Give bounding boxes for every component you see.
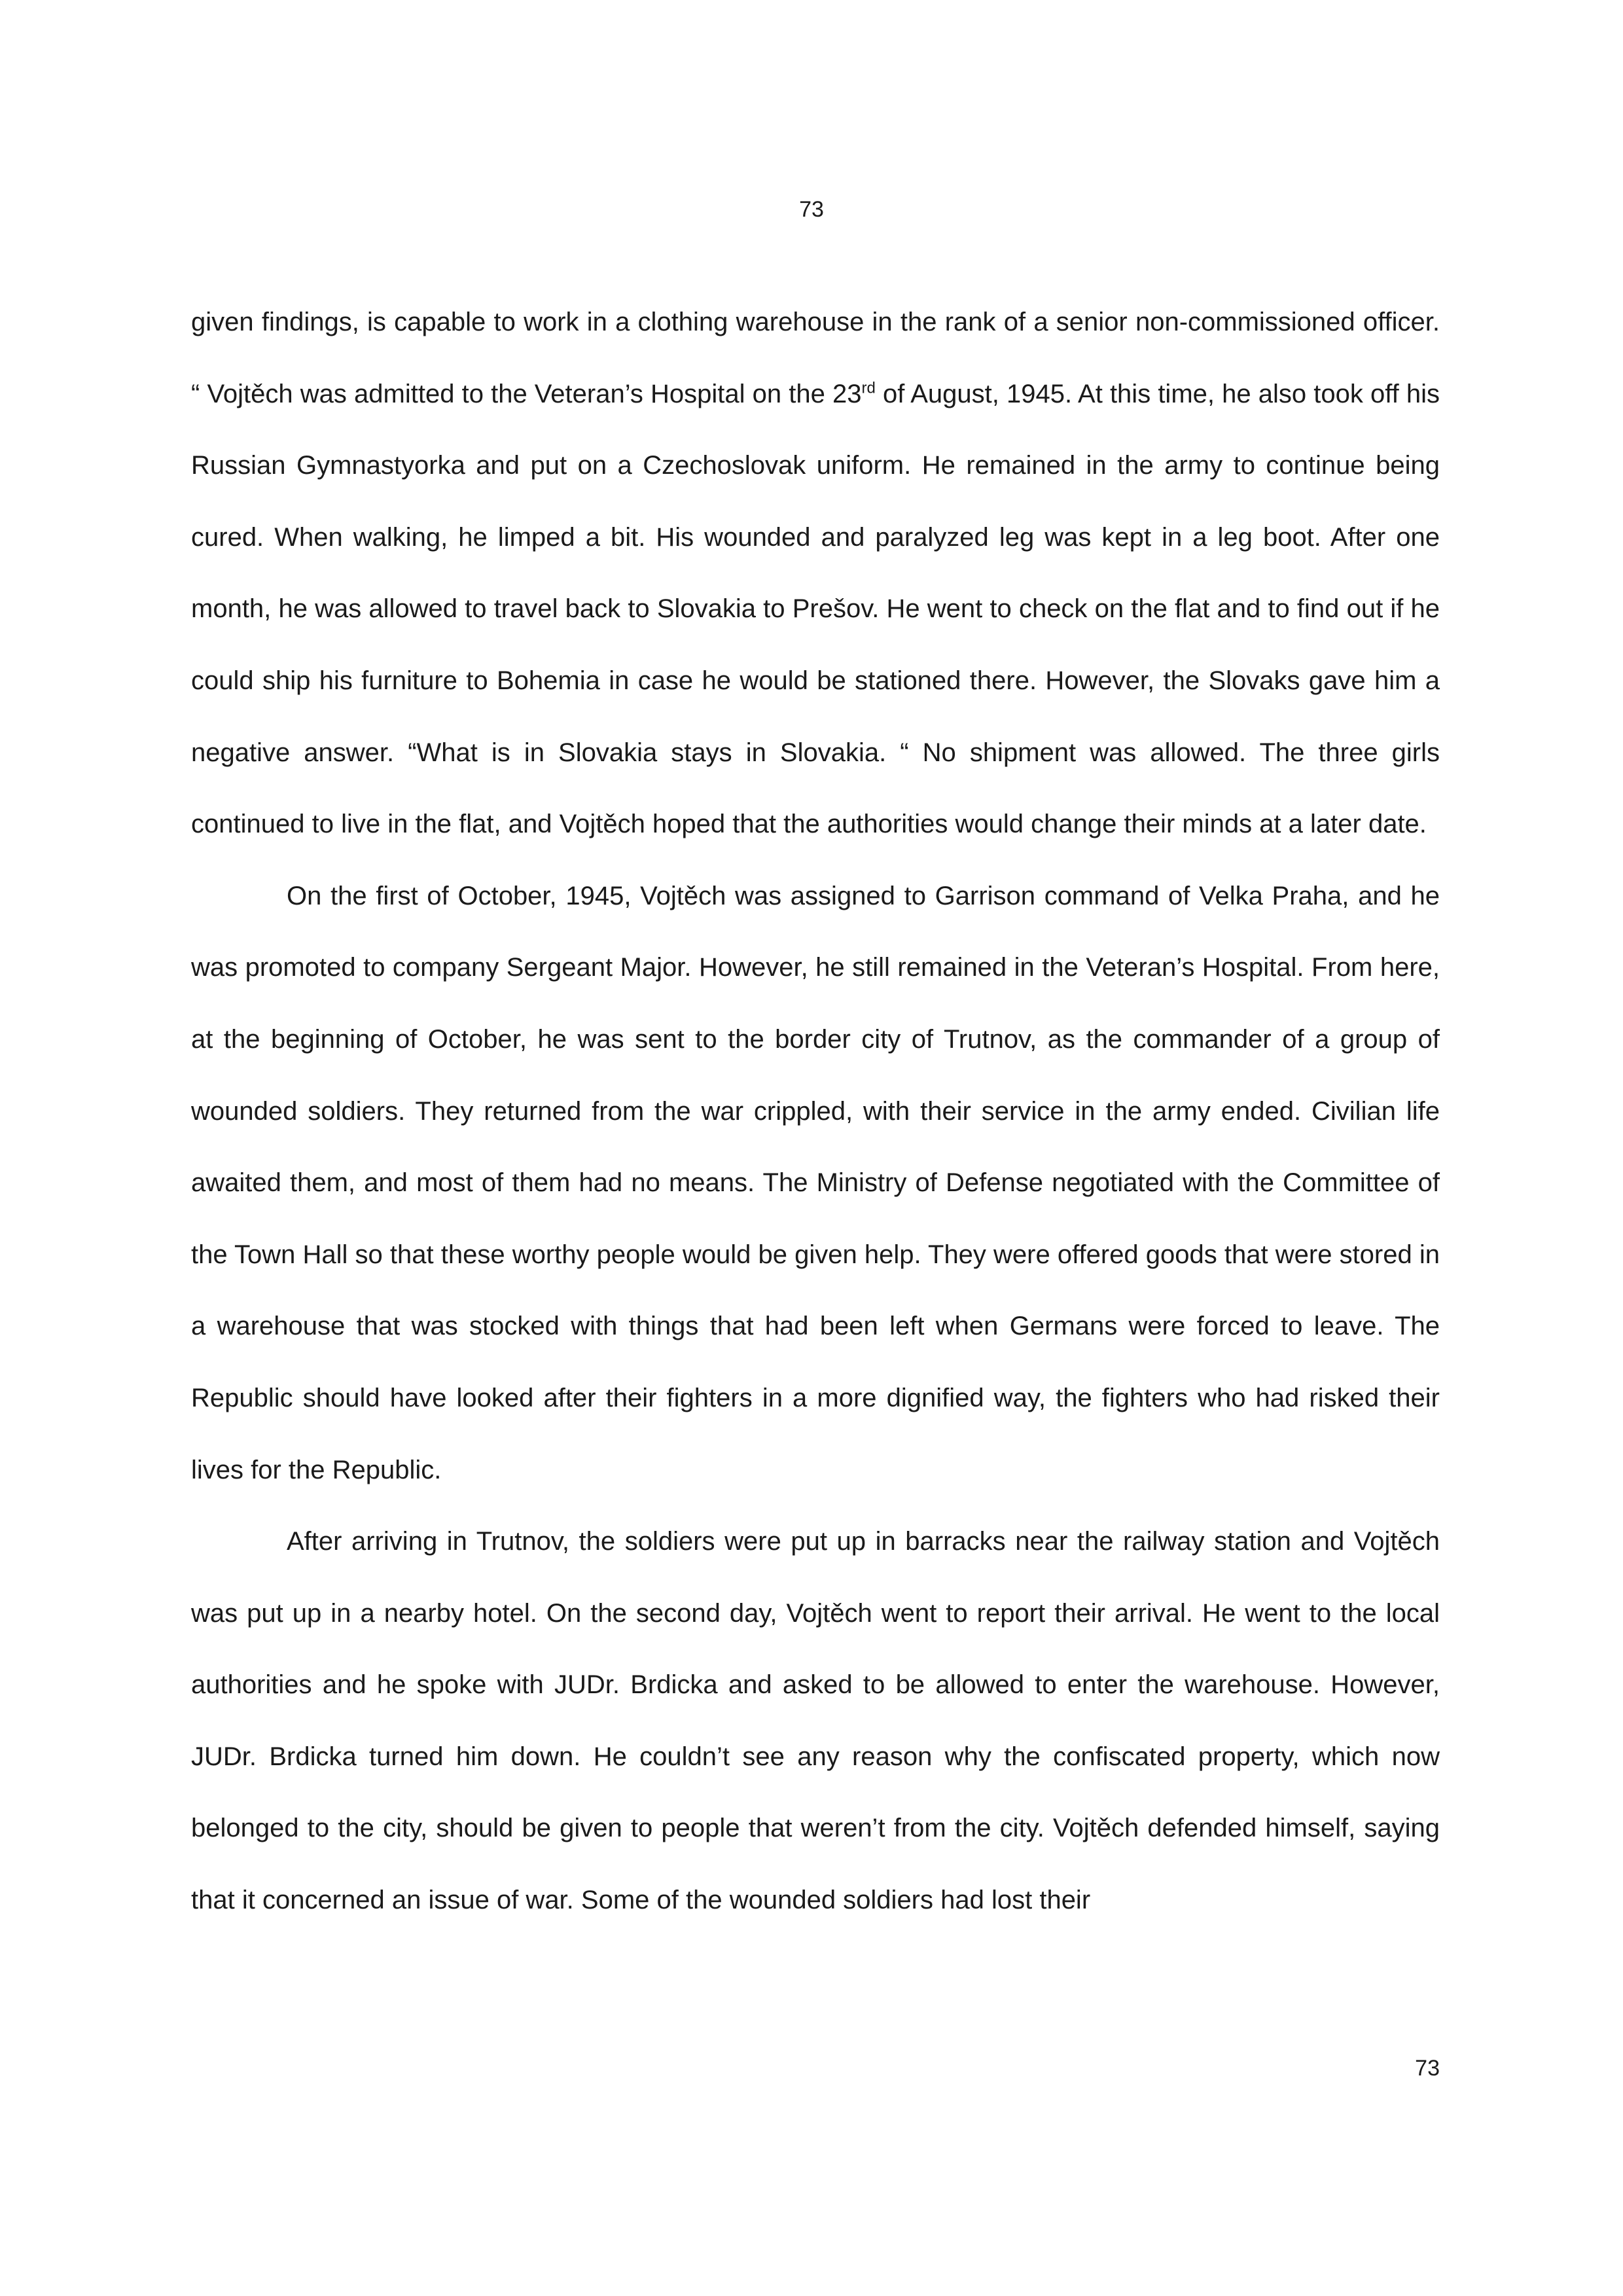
- ordinal-superscript: rd: [861, 379, 876, 397]
- paragraph-3: After arriving in Trutnov, the soldiers were put up in barracks near the railway station and Vojtěch was put up in a nearby hotel. On the second day, Vojtěch went to report their arrival. He went to the local authorities and he spoke with JUDr. Brdicka and asked to be allowed to enter the warehouse. However, JUDr. Brdicka turned him down. He couldn’t see any reason why the confiscated property, which now belonged to the city, should be given to people that weren’t from the city. Vojtěch defended himself, saying that it concerned an issue of war. Some of the wounded soldiers had lost their: [191, 1527, 1440, 1915]
- document-body: [191, 287, 1440, 1937]
- paragraph-1-text-a: given findings, is capable to work in a clothing warehouse in the rank of a senior non-commissioned officer. “ Vojtěch was admitted to the Veteran’s Hospital on the 23: [191, 308, 1440, 408]
- page-number-footer: 73: [1415, 2056, 1440, 2081]
- paragraph-1: [191, 287, 1440, 861]
- page-number-header: 73: [799, 197, 824, 222]
- paragraph-1-text-b: of August, 1945. At this time, he also took off his Russian Gymnastyorka and put on a Czechoslovak uniform. He remained in the army to continue being cured. When walking, he limped a bit. His wounded and paralyzed leg was kept in a leg boot. After one month, he was allowed to travel back to Slovakia to Prešov. He went to check on the flat and to find out if he could ship his furniture to Bohemia in case he would be stationed there. However, the Slovaks gave him a negative answer. “What is in Slovakia stays in Slovakia. “ No shipment was allowed. The three girls continued to live in the flat, and Vojtěch hoped that the authorities would change their minds at a later date.: [191, 379, 1440, 839]
- paragraph-2: On the first of October, 1945, Vojtěch was assigned to Garrison command of Velka Praha, and he was promoted to company Sergeant Major. However, he still remained in the Veteran’s Hospital. From here, at the beginning of October, he was sent to the border city of Trutnov, as the commander of a group of wounded soldiers. They returned from the war crippled, with their service in the army ended. Civilian life awaited them, and most of them had no means. The Ministry of Defense negotiated with the Committee of the Town Hall so that these worthy people would be given help. They were offered goods that were stored in a warehouse that was stocked with things that had been left when Germans were forced to leave. The Republic should have looked after their fighters in a more dignified way, the fighters who had risked their lives for the Republic.: [191, 881, 1440, 1484]
